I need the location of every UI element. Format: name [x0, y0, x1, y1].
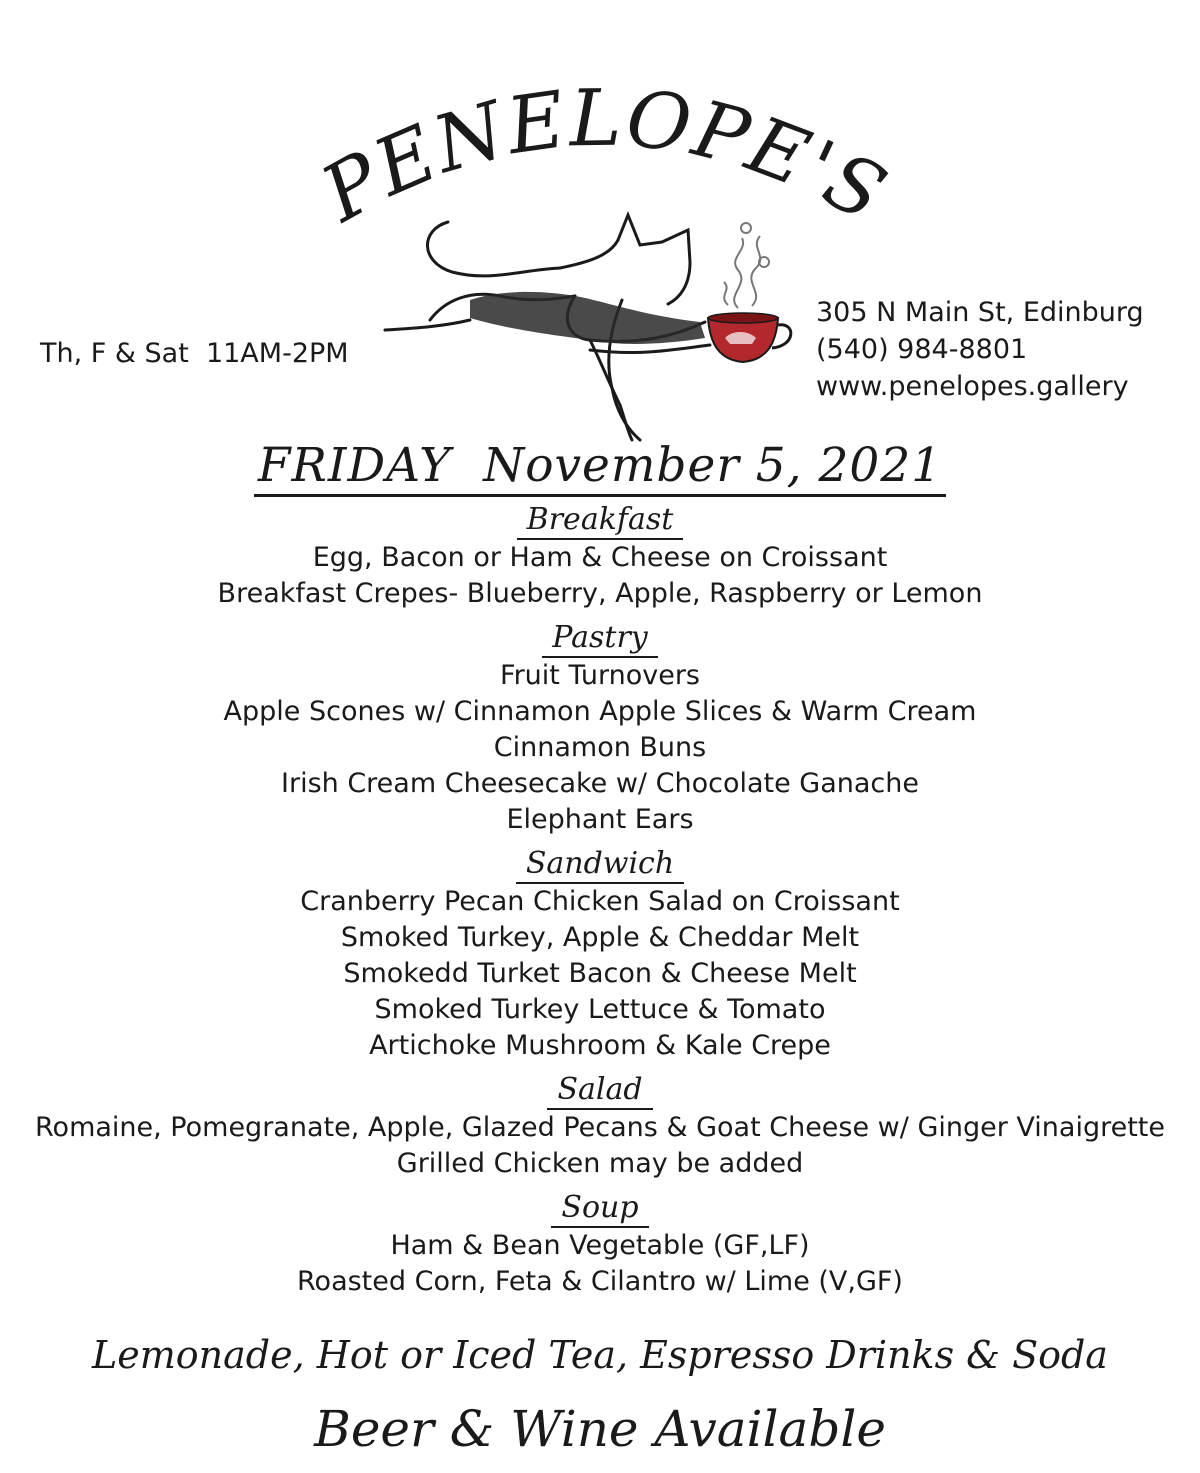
menu-item: Elephant Ears	[506, 804, 694, 835]
section-pastry	[0, 618, 1200, 838]
menu-item: Cranberry Pecan Chicken Salad on Croissant	[300, 886, 900, 917]
logo-wordmark: PENELOPE'S	[307, 73, 902, 241]
menu-date-heading	[0, 438, 1200, 497]
menu-item: Grilled Chicken may be added	[396, 1148, 804, 1179]
contact-info	[816, 294, 1144, 405]
menu-item: Roasted Corn, Feta & Cilantro w/ Lime (V,GF)	[297, 1266, 903, 1297]
menu-item: Smoked Turkey, Apple & Cheddar Melt	[340, 922, 860, 953]
menu-item: Cinnamon Buns	[493, 732, 707, 763]
menu-item: Egg, Bacon or Ham & Cheese on Croissant	[312, 542, 888, 573]
menu-item: Apple Scones w/ Cinnamon Apple Slices & Warm Cream	[223, 696, 977, 727]
menu-item: Irish Cream Cheesecake w/ Chocolate Ganache	[281, 768, 919, 799]
menu-item: Artichoke Mushroom & Kale Crepe	[369, 1030, 831, 1061]
menu-item: Smoked Turkey Lettuce & Tomato	[374, 994, 826, 1025]
menu-item: Smokedd Turket Bacon & Cheese Melt	[343, 958, 857, 989]
website-link[interactable]: www.penelopes.gallery	[816, 371, 1129, 402]
section-title: Salad	[547, 1072, 652, 1110]
section-salad	[0, 1070, 1200, 1182]
section-title: Pastry	[542, 620, 657, 658]
steam-icon	[724, 223, 769, 308]
section-breakfast	[0, 500, 1200, 612]
phone-number: (540) 984-8801	[816, 334, 1028, 365]
menu-item: Breakfast Crepes- Blueberry, Apple, Raspberry or Lemon	[217, 578, 983, 609]
section-title: Soup	[551, 1190, 648, 1228]
section-sandwich	[0, 844, 1200, 1064]
menu-item: Romaine, Pomegranate, Apple, Glazed Pecans & Goat Cheese w/ Ginger Vinaigrette	[35, 1112, 1165, 1143]
beer-wine-line: Beer & Wine Available	[314, 1400, 886, 1458]
coffee-cup-icon	[708, 313, 791, 362]
menu-item: Ham & Bean Vegetable (GF,LF)	[390, 1230, 810, 1261]
menu-date: FRIDAY November 5, 2021	[254, 438, 946, 497]
section-soup	[0, 1188, 1200, 1300]
section-title: Breakfast	[517, 502, 684, 540]
section-title: Sandwich	[516, 846, 684, 884]
address: 305 N Main St, Edinburg	[816, 297, 1144, 328]
menu-item: Fruit Turnovers	[500, 660, 700, 691]
drinks-line: Lemonade, Hot or Iced Tea, Espresso Drinks & Soda	[92, 1333, 1108, 1377]
menu-sections	[0, 500, 1200, 1306]
opening-hours: Th, F & Sat 11AM-2PM	[40, 338, 349, 369]
cat-body-fill	[470, 292, 705, 344]
